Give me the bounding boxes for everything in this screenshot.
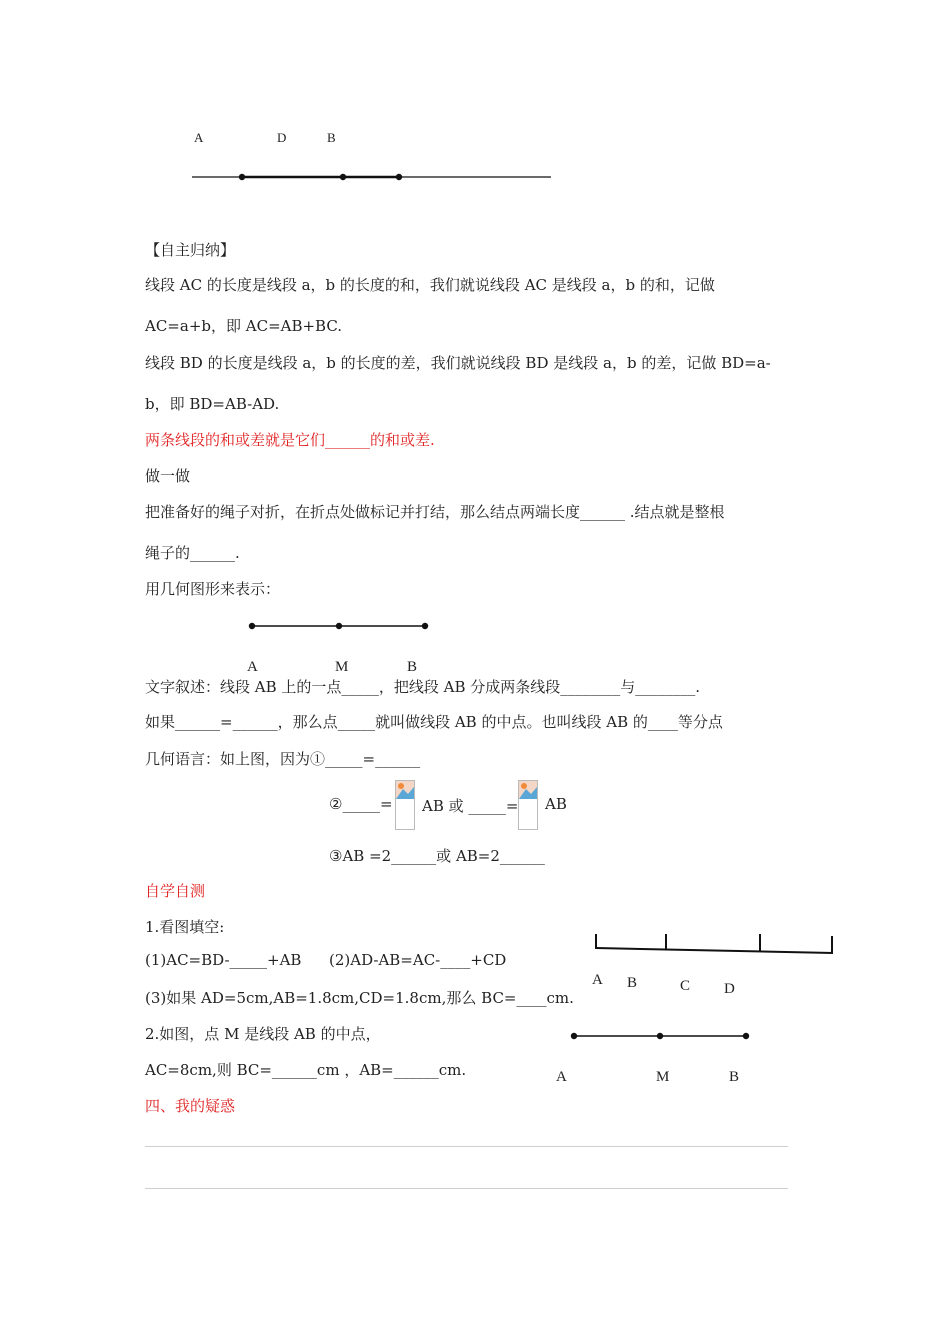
fig1-point-b	[396, 174, 402, 180]
summary-p1-line2: AC=a+b，即 AC=AB+BC.	[145, 317, 343, 335]
fig4-point-a	[571, 1033, 577, 1039]
answer-line-2	[145, 1188, 788, 1189]
fig1-point-a	[239, 174, 245, 180]
fig3-label-d: D	[724, 981, 735, 997]
broken-image-icon	[396, 781, 414, 799]
summary-p1-line1: 线段 AC 的长度是线段 a，b 的长度的和，我们就说线段 AC 是线段 a，b 的和，记做	[145, 276, 715, 294]
answer-line-1	[145, 1146, 788, 1147]
fig1-label-d: D	[277, 130, 287, 145]
midpoint-line2-mid: AB 或 _____=	[422, 797, 519, 815]
midpoint-line2-end: AB	[545, 795, 567, 813]
fig1-label-a: A	[194, 130, 204, 145]
fig3-label-c: C	[680, 978, 691, 994]
fig3-label-a: A	[592, 972, 603, 988]
activity-line3: 用几何图形来表示：	[145, 580, 281, 598]
fig4-point-b	[743, 1033, 749, 1039]
summary-heading: 【自主归纳】	[145, 241, 236, 259]
fig2-point-a	[249, 623, 255, 629]
selftest-title: 自学自测	[145, 882, 206, 900]
midpoint-geo-line: 几何语言：如上图，因为①_____=______	[145, 750, 421, 768]
fig4-label-b: B	[729, 1069, 740, 1085]
activity-title: 做一做	[145, 467, 191, 485]
fig2-label-m: M	[335, 659, 349, 675]
questions-title: 四、我的疑惑	[145, 1097, 236, 1115]
fig2-label-b: B	[407, 659, 418, 675]
summary-p2-line1: 线段 BD 的长度是线段 a，b 的长度的差，我们就说线段 BD 是线段 a，b 的差，记做 BD=a-	[145, 354, 771, 372]
midpoint-if-line: 如果______=______，那么点_____就叫做线段 AB 的中点。也叫线段 AB 的____等分点	[145, 713, 723, 731]
fig2-label-a: A	[247, 659, 258, 675]
summary-p2-line2: b，即 BD=AB-AD.	[145, 395, 280, 413]
midpoint-text-line: 文字叙述：线段 AB 上的一点_____，把线段 AB 分成两条线段________与________.	[145, 678, 701, 696]
selftest-q1-b: (2)AD-AB=AC-____+CD	[329, 951, 507, 969]
image-placeholder-2	[518, 780, 538, 830]
image-placeholder-1	[395, 780, 415, 830]
fig3-segment	[596, 948, 833, 953]
fig4-label-a: A	[556, 1069, 567, 1085]
fig3-label-b: B	[627, 975, 638, 991]
selftest-q1-a: (1)AC=BD-_____+AB	[145, 951, 302, 969]
midpoint-line2-prefix: ②_____=	[329, 795, 393, 813]
activity-line1: 把准备好的绳子对折，在折点处做标记并打结，那么结点两端长度______ .结点就是整根	[145, 503, 725, 521]
fig2-point-m	[336, 623, 342, 629]
selftest-q1: 1.看图填空:	[145, 918, 225, 936]
fig4-point-m	[657, 1033, 663, 1039]
summary-red-note: 两条线段的和或差就是它们______的和或差.	[145, 431, 435, 449]
selftest-q2: 2.如图，点 M 是线段 AB 的中点，	[145, 1025, 381, 1043]
selftest-q1-c: (3)如果 AD=5cm,AB=1.8cm,CD=1.8cm,那么 BC=____cm.	[145, 989, 574, 1007]
activity-line2: 绳子的______.	[145, 544, 240, 562]
selftest-q2-b: AC=8cm,则 BC=______cm ，AB=______cm.	[145, 1061, 467, 1079]
midpoint-line3: ③AB =2______或 AB=2______	[329, 847, 545, 865]
fig2-point-b	[422, 623, 428, 629]
broken-image-icon	[519, 781, 537, 799]
fig1-point-d	[340, 174, 346, 180]
fig4-label-m: M	[656, 1069, 670, 1085]
fig1-label-b: B	[327, 130, 336, 145]
